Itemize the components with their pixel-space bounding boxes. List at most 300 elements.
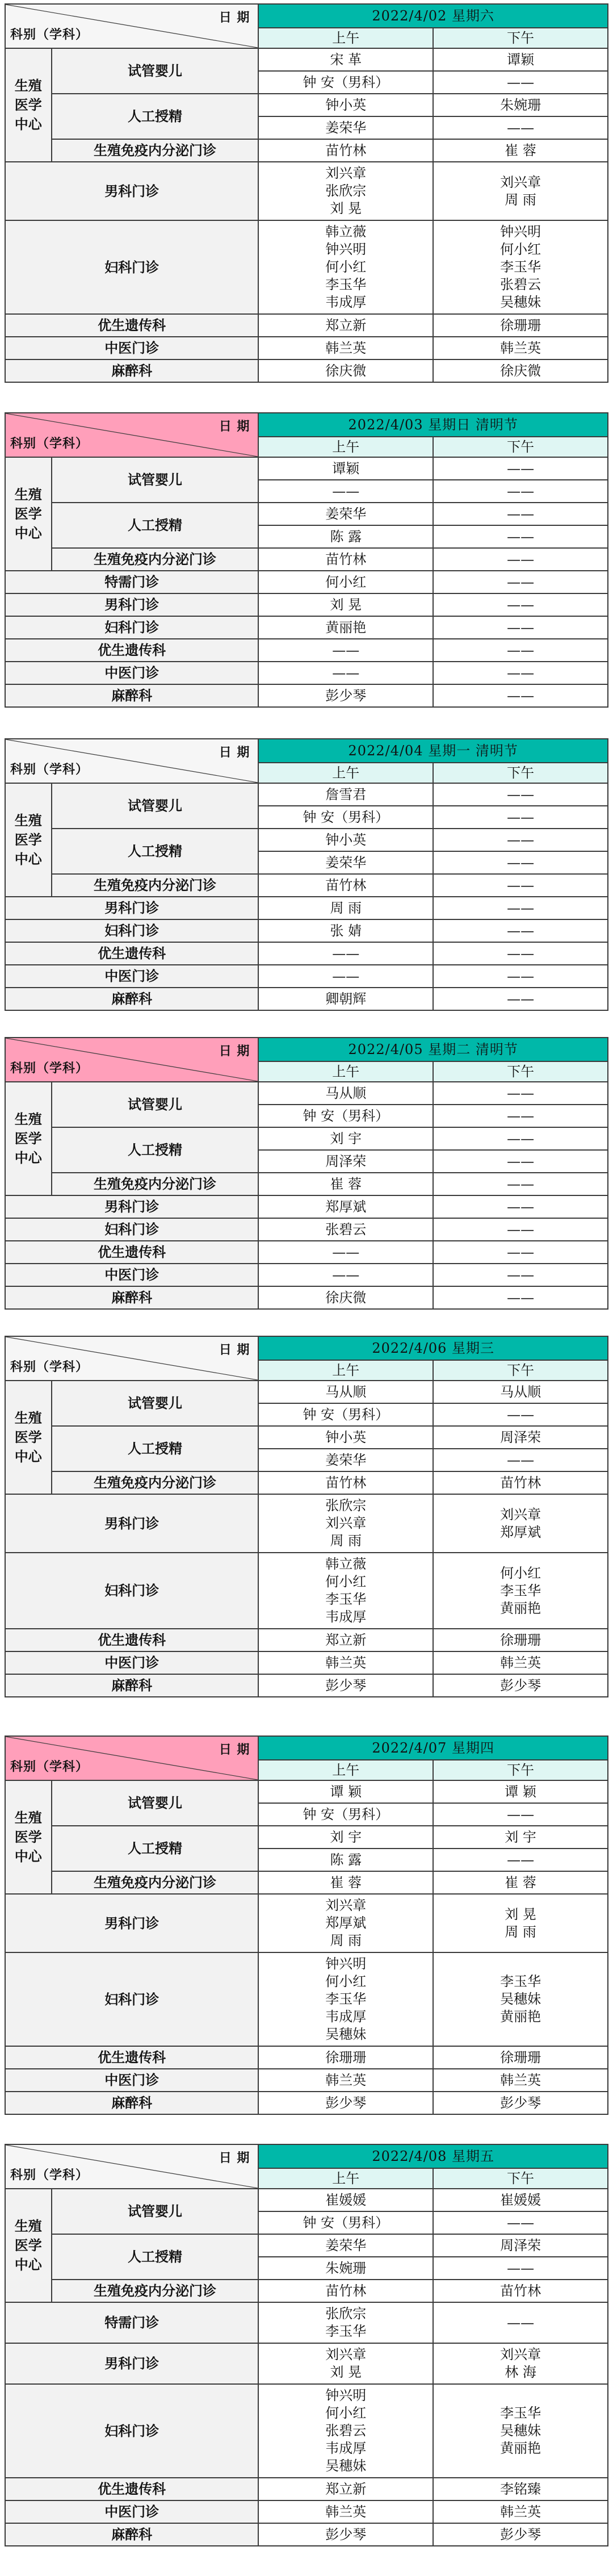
am-cell <box>258 1241 433 1264</box>
doctor-name: 韦成厚 <box>325 2440 367 2456</box>
doctor-name: 李玉华 <box>500 1973 541 1989</box>
doctor-name: 刘兴章 <box>325 1515 367 1531</box>
doctor-name: 何小红 <box>500 1565 541 1581</box>
pm-cell <box>433 1381 608 1403</box>
dept-label: 人工授精 <box>52 1826 259 1871</box>
doctor-name: —— <box>332 968 360 984</box>
am-cell <box>258 2211 433 2234</box>
corner-header <box>5 1736 258 1780</box>
dept-label: 生殖免疫内分泌门诊 <box>52 548 259 571</box>
pm-cell <box>433 639 608 662</box>
doctor-name: 詹雪君 <box>325 787 367 802</box>
pm-cell <box>433 1952 608 2046</box>
dept-label: 中医门诊 <box>5 2069 258 2092</box>
am-cell <box>258 1871 433 1894</box>
header-row <box>5 2144 608 2168</box>
am-cell <box>258 162 433 220</box>
doctor-name: 张欣宗 <box>325 183 367 199</box>
doctor-name: 徐珊珊 <box>500 317 541 333</box>
dept-label: 男科门诊 <box>5 593 258 616</box>
pm-cell <box>433 2046 608 2069</box>
pm-cell <box>433 1082 608 1105</box>
doctor-name: 马从顺 <box>325 1085 367 1101</box>
doctor-name: —— <box>507 620 535 635</box>
doctor-name: 陈 露 <box>330 1852 362 1868</box>
day-schedule <box>5 2144 608 2546</box>
pm-cell <box>433 662 608 684</box>
table-row <box>5 337 608 359</box>
date-title: 2022/4/06 星期三 <box>258 1336 608 1360</box>
doctor-name: —— <box>507 991 535 1007</box>
pm-cell <box>433 1241 608 1264</box>
table-row <box>5 2069 608 2092</box>
dept-label: 男科门诊 <box>5 1494 258 1553</box>
am-cell <box>258 48 433 71</box>
am-cell <box>258 1803 433 1826</box>
table-row <box>5 1674 608 1697</box>
doctor-name: 李玉华 <box>325 277 367 292</box>
doctor-name: 周 雨 <box>330 1533 362 1549</box>
am-cell <box>258 94 433 116</box>
doctor-name: 谭颖 <box>332 461 360 476</box>
am-cell <box>258 2189 433 2211</box>
am-cell <box>258 1471 433 1494</box>
corner-header <box>5 1336 258 1381</box>
doctor-name: 彭少琴 <box>500 1678 541 1693</box>
table-row <box>5 1780 608 1803</box>
dept-label: 优生遗传科 <box>5 2478 258 2500</box>
doctor-name: 马从顺 <box>325 1384 367 1400</box>
table-row <box>5 2302 608 2343</box>
date-title: 2022/4/05 星期二 清明节 <box>258 1038 608 1061</box>
dept-label: 麻醉科 <box>5 1674 258 1697</box>
am-cell <box>258 2384 433 2478</box>
am-cell <box>258 314 433 337</box>
pm-cell <box>433 1780 608 1803</box>
dept-header-label: 科别（学科） <box>10 1759 89 1774</box>
doctor-name: —— <box>507 1085 535 1101</box>
doctor-name: 何小红 <box>325 1973 367 1989</box>
doctor-name: 韩兰英 <box>500 2504 541 2520</box>
pm-cell <box>433 2280 608 2302</box>
schedule-table <box>5 3 608 383</box>
doctor-name: 李玉华 <box>325 2323 367 2339</box>
am-cell <box>258 874 433 897</box>
corner-header <box>5 2144 258 2189</box>
doctor-name: —— <box>507 74 535 90</box>
doctor-name: 李玉华 <box>500 1582 541 1599</box>
table-row <box>5 1871 608 1894</box>
doctor-name: 钟小英 <box>325 1429 367 1445</box>
doctor-name: —— <box>507 1852 535 1868</box>
table-row <box>5 1471 608 1494</box>
table-row <box>5 1426 608 1449</box>
table-row <box>5 48 608 71</box>
am-cell <box>258 116 433 139</box>
doctor-name: 钟小英 <box>325 97 367 113</box>
doctor-name: 周 雨 <box>505 191 536 208</box>
dept-label: 人工授精 <box>52 1127 259 1173</box>
doctor-name: 崔媛媛 <box>500 2192 541 2208</box>
am-cell <box>258 337 433 359</box>
reproductive-center-label: 生殖医学中心 <box>5 1381 52 1494</box>
dept-label: 优生遗传科 <box>5 314 258 337</box>
doctor-name: 彭少琴 <box>325 2527 367 2542</box>
pm-cell <box>433 457 608 480</box>
table-row <box>5 548 608 571</box>
pm-cell <box>433 548 608 571</box>
am-cell <box>258 1780 433 1803</box>
dept-label: 生殖免疫内分泌门诊 <box>52 1173 259 1195</box>
pm-header: 下午 <box>433 1061 608 1082</box>
doctor-name: 韩立薇 <box>325 224 367 240</box>
table-row <box>5 1894 608 1952</box>
pm-cell <box>433 988 608 1010</box>
doctor-name: 韩兰英 <box>500 1655 541 1671</box>
dept-label: 妇科门诊 <box>5 919 258 942</box>
table-row <box>5 2234 608 2257</box>
pm-cell <box>433 139 608 162</box>
doctor-name: —— <box>507 2314 535 2331</box>
doctor-name: 钟 安（男科） <box>303 74 389 90</box>
dept-label: 麻醉科 <box>5 1286 258 1309</box>
doctor-name: 张碧云 <box>325 1222 367 1237</box>
am-cell <box>258 1286 433 1309</box>
doctor-name: 钟 安（男科） <box>303 809 389 825</box>
doctor-name: 韦成厚 <box>325 1609 367 1625</box>
date-header-label: 日 期 <box>219 1742 250 1757</box>
doctor-name: 张 婧 <box>330 923 362 939</box>
pm-cell <box>433 1629 608 1651</box>
dept-label: 妇科门诊 <box>5 1952 258 2046</box>
table-row <box>5 457 608 480</box>
dept-label: 优生遗传科 <box>5 2046 258 2069</box>
table-row <box>5 684 608 707</box>
doctor-name: 郑厚斌 <box>325 1915 367 1931</box>
table-row <box>5 1651 608 1674</box>
doctor-name: —— <box>507 1131 535 1147</box>
doctor-name: 苗竹林 <box>500 2283 541 2299</box>
dept-label: 麻醉科 <box>5 684 258 707</box>
pm-cell <box>433 1651 608 1674</box>
doctor-name: —— <box>507 1244 535 1260</box>
schedule-table <box>5 1037 608 1310</box>
pm-cell <box>433 2189 608 2211</box>
doctor-name: —— <box>507 1222 535 1237</box>
am-cell <box>258 806 433 829</box>
table-row <box>5 593 608 616</box>
doctor-name: 刘 晃 <box>505 1906 536 1922</box>
pm-cell <box>433 503 608 525</box>
reproductive-center-label: 生殖医学中心 <box>5 783 52 897</box>
table-row <box>5 783 608 806</box>
dept-header-label: 科别（学科） <box>10 1061 89 1076</box>
am-cell <box>258 662 433 684</box>
doctor-name: 李铭臻 <box>500 2481 541 2497</box>
am-header: 上午 <box>258 1760 433 1780</box>
dept-label: 试管婴儿 <box>52 1082 259 1127</box>
pm-cell <box>433 2384 608 2478</box>
doctor-name: 钟兴明 <box>325 2387 367 2403</box>
doctor-name: 刘 宇 <box>330 1131 362 1147</box>
dept-label: 优生遗传科 <box>5 942 258 965</box>
doctor-name: 吴穗妹 <box>325 2458 367 2474</box>
dept-label: 试管婴儿 <box>52 48 259 94</box>
schedule-table <box>5 412 608 708</box>
schedule-table <box>5 1336 608 1697</box>
am-header: 上午 <box>258 1061 433 1082</box>
am-cell <box>258 220 433 314</box>
am-cell <box>258 2092 433 2114</box>
pm-cell <box>433 1471 608 1494</box>
pm-header: 下午 <box>433 28 608 48</box>
table-row <box>5 139 608 162</box>
pm-cell <box>433 1173 608 1195</box>
table-row <box>5 1241 608 1264</box>
dept-label: 中医门诊 <box>5 2500 258 2523</box>
doctor-name: —— <box>507 1153 535 1169</box>
date-header-label: 日 期 <box>219 1343 250 1357</box>
am-cell <box>258 919 433 942</box>
doctor-name: 吴穗妹 <box>500 1991 541 2007</box>
reproductive-center-label: 生殖医学中心 <box>5 1082 52 1195</box>
am-cell <box>258 1195 433 1218</box>
doctor-name: 张碧云 <box>500 277 541 292</box>
doctor-name: —— <box>507 506 535 522</box>
doctor-name: 钟 安（男科） <box>303 1108 389 1124</box>
pm-header: 下午 <box>433 2168 608 2189</box>
dept-label: 中医门诊 <box>5 337 258 359</box>
doctor-name: —— <box>507 900 535 916</box>
dept-label: 麻醉科 <box>5 2092 258 2114</box>
doctor-name: —— <box>507 1290 535 1306</box>
dept-label: 人工授精 <box>52 503 259 548</box>
table-row <box>5 1286 608 1309</box>
doctor-name: 李玉华 <box>325 1591 367 1607</box>
pm-cell <box>433 783 608 806</box>
dept-label: 特需门诊 <box>5 2302 258 2343</box>
doctor-name: 刘 晃 <box>330 597 362 613</box>
pm-cell <box>433 337 608 359</box>
table-row <box>5 1826 608 1849</box>
pm-cell <box>433 1803 608 1826</box>
dept-label: 中医门诊 <box>5 965 258 988</box>
pm-cell <box>433 1426 608 1449</box>
pm-cell <box>433 1286 608 1309</box>
dept-header-label: 科别（学科） <box>10 762 89 777</box>
doctor-name: 彭少琴 <box>325 1678 367 1693</box>
date-header-label: 日 期 <box>219 419 250 434</box>
doctor-name: —— <box>332 642 360 658</box>
am-cell <box>258 503 433 525</box>
pm-cell <box>433 48 608 71</box>
pm-cell <box>433 593 608 616</box>
doctor-name: 苗竹林 <box>325 1475 367 1491</box>
am-cell <box>258 942 433 965</box>
doctor-name: 钟兴明 <box>325 1956 367 1972</box>
doctor-name: 黄丽艳 <box>500 1600 541 1616</box>
am-cell <box>258 1651 433 1674</box>
dept-label: 特需门诊 <box>5 571 258 593</box>
am-cell <box>258 2478 433 2500</box>
doctor-name: —— <box>507 1176 535 1192</box>
pm-cell <box>433 874 608 897</box>
dept-label: 人工授精 <box>52 94 259 139</box>
dept-label: 男科门诊 <box>5 162 258 220</box>
am-cell <box>258 897 433 919</box>
dept-label: 生殖免疫内分泌门诊 <box>52 1871 259 1894</box>
am-cell <box>258 1127 433 1150</box>
am-cell <box>258 1629 433 1651</box>
doctor-name: 朱婉珊 <box>500 97 541 113</box>
doctor-name: 刘兴章 <box>325 2347 367 2362</box>
pm-cell <box>433 1150 608 1173</box>
am-cell <box>258 1449 433 1471</box>
table-row <box>5 919 608 942</box>
doctor-name: 崔 蓉 <box>505 143 536 158</box>
doctor-name: 刘兴章 <box>325 165 367 181</box>
corner-header <box>5 413 258 457</box>
doctor-name: —— <box>332 1244 360 1260</box>
doctor-name: —— <box>507 2215 535 2231</box>
am-header: 上午 <box>258 2168 433 2189</box>
table-row <box>5 2478 608 2500</box>
dept-label: 妇科门诊 <box>5 2384 258 2478</box>
table-row <box>5 2189 608 2211</box>
pm-cell <box>433 2478 608 2500</box>
dept-label: 试管婴儿 <box>52 457 259 503</box>
doctor-name: 姜荣华 <box>325 506 367 522</box>
table-row <box>5 1195 608 1218</box>
pm-cell <box>433 897 608 919</box>
doctor-name: 彭少琴 <box>500 2095 541 2111</box>
doctor-name: 郑厚斌 <box>325 1199 367 1215</box>
schedule-table <box>5 738 608 1011</box>
doctor-name: —— <box>507 688 535 704</box>
am-cell <box>258 2069 433 2092</box>
doctor-name: 吴穗妹 <box>500 2423 541 2439</box>
doctor-name: 韩兰英 <box>500 340 541 356</box>
doctor-name: 林 海 <box>505 2364 536 2380</box>
doctor-name: 刘 晃 <box>330 2364 362 2380</box>
table-row <box>5 829 608 851</box>
reproductive-center-label: 生殖医学中心 <box>5 1780 52 1894</box>
pm-cell <box>433 94 608 116</box>
reproductive-center-label: 生殖医学中心 <box>5 48 52 162</box>
header-row <box>5 413 608 437</box>
pm-cell <box>433 116 608 139</box>
header-row <box>5 4 608 28</box>
am-cell <box>258 2257 433 2280</box>
am-cell <box>258 965 433 988</box>
doctor-name: —— <box>332 483 360 499</box>
pm-cell <box>433 616 608 639</box>
table-row <box>5 662 608 684</box>
doctor-name: 宋 革 <box>330 52 362 68</box>
doctor-name: 彭少琴 <box>325 2095 367 2111</box>
day-schedule <box>5 1736 608 2115</box>
doctor-name: 李玉华 <box>500 259 541 275</box>
dept-label: 中医门诊 <box>5 1651 258 1674</box>
dept-header-label: 科别（学科） <box>10 436 89 451</box>
doctor-name: 徐珊珊 <box>325 2050 367 2065</box>
am-cell <box>258 71 433 94</box>
am-cell <box>258 1553 433 1629</box>
dept-header-label: 科别（学科） <box>10 1360 89 1374</box>
corner-header <box>5 739 258 783</box>
am-cell <box>258 988 433 1010</box>
dept-label: 试管婴儿 <box>52 1381 259 1426</box>
dept-label: 妇科门诊 <box>5 1553 258 1629</box>
doctor-name: 钟小英 <box>325 832 367 848</box>
doctor-name: 何小红 <box>325 2405 367 2421</box>
doctor-name: 何小红 <box>325 574 367 590</box>
doctor-name: —— <box>507 1267 535 1283</box>
doctor-name: 钟 安（男科） <box>303 2215 389 2231</box>
doctor-name: —— <box>507 809 535 825</box>
am-cell <box>258 2500 433 2523</box>
doctor-name: 徐庆微 <box>325 1290 367 1306</box>
dept-label: 人工授精 <box>52 829 259 874</box>
header-row <box>5 739 608 763</box>
doctor-name: 周 雨 <box>330 1933 362 1948</box>
doctor-name: —— <box>507 665 535 681</box>
doctor-name: 崔 蓉 <box>505 1875 536 1891</box>
am-cell <box>258 2046 433 2069</box>
day-schedule <box>5 738 608 1011</box>
doctor-name: —— <box>507 832 535 848</box>
doctor-name: 张欣宗 <box>325 1498 367 1513</box>
am-cell <box>258 525 433 548</box>
doctor-name: 吴穗妹 <box>500 294 541 310</box>
doctor-name: 郑立新 <box>325 317 367 333</box>
am-cell <box>258 2523 433 2546</box>
pm-cell <box>433 1553 608 1629</box>
doctor-name: 刘兴章 <box>325 1897 367 1913</box>
doctor-name: —— <box>507 855 535 871</box>
doctor-name: —— <box>332 1267 360 1283</box>
table-row <box>5 2500 608 2523</box>
pm-cell <box>433 220 608 314</box>
am-cell <box>258 359 433 382</box>
doctor-name: 韩兰英 <box>325 2072 367 2088</box>
am-header: 上午 <box>258 437 433 457</box>
dept-label: 妇科门诊 <box>5 220 258 314</box>
date-header-label: 日 期 <box>219 10 250 25</box>
am-cell <box>258 1218 433 1241</box>
doctor-name: 郑立新 <box>325 1632 367 1648</box>
pm-cell <box>433 684 608 707</box>
table-row <box>5 1082 608 1105</box>
am-cell <box>258 1826 433 1849</box>
doctor-name: —— <box>332 946 360 961</box>
pm-cell <box>433 480 608 503</box>
table-row <box>5 1264 608 1286</box>
am-cell <box>258 1403 433 1426</box>
pm-cell <box>433 1105 608 1127</box>
date-title: 2022/4/03 星期日 清明节 <box>258 413 608 437</box>
dept-label: 优生遗传科 <box>5 639 258 662</box>
pm-header: 下午 <box>433 437 608 457</box>
am-cell <box>258 851 433 874</box>
pm-cell <box>433 2211 608 2234</box>
am-cell <box>258 2302 433 2343</box>
doctor-name: 崔媛媛 <box>325 2192 367 2208</box>
am-header: 上午 <box>258 1360 433 1381</box>
dept-label: 生殖免疫内分泌门诊 <box>52 1471 259 1494</box>
am-cell <box>258 593 433 616</box>
doctor-name: —— <box>507 551 535 567</box>
